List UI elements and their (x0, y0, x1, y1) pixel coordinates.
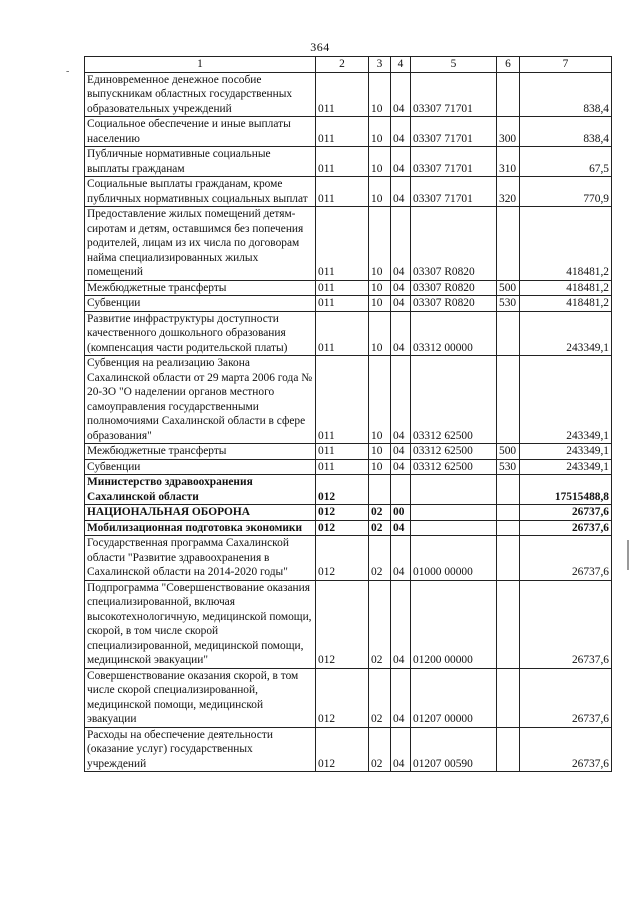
code-cell (369, 475, 391, 505)
column-header: 1 (85, 57, 316, 73)
code-cell: 00 (391, 505, 411, 521)
row-name-cell: Межбюджетные трансферты (85, 280, 316, 296)
row-name-cell: Субвенции (85, 459, 316, 475)
row-name-cell: Социальное обеспечение и иные выплаты населению (85, 117, 316, 147)
code-cell: 03312 00000 (411, 311, 497, 356)
table-row (85, 459, 612, 475)
margin-mark: - (66, 66, 70, 77)
row-name-cell: Мобилизационная подготовка экономики (85, 520, 316, 536)
code-cell: 012 (316, 505, 369, 521)
code-cell: 03312 62500 (411, 459, 497, 475)
code-cell: 03307 R0820 (411, 296, 497, 312)
amount-cell: 418481,2 (520, 296, 612, 312)
code-cell: 011 (316, 147, 369, 177)
code-cell: 04 (391, 459, 411, 475)
code-cell: 012 (316, 520, 369, 536)
amount-cell: 418481,2 (520, 280, 612, 296)
code-cell: 011 (316, 117, 369, 147)
amount-cell: 243349,1 (520, 311, 612, 356)
code-cell: 03307 71701 (411, 72, 497, 117)
code-cell: 012 (316, 580, 369, 668)
code-cell: 02 (369, 536, 391, 581)
code-cell (497, 311, 520, 356)
code-cell: 10 (369, 311, 391, 356)
code-cell: 02 (369, 505, 391, 521)
table-row (85, 580, 612, 668)
code-cell: 04 (391, 311, 411, 356)
budget-table (84, 56, 612, 772)
row-name-cell: Межбюджетные трансферты (85, 444, 316, 460)
code-cell: 011 (316, 207, 369, 281)
code-cell: 011 (316, 444, 369, 460)
code-cell: 310 (497, 147, 520, 177)
column-header: 6 (497, 57, 520, 73)
code-cell: 04 (391, 72, 411, 117)
code-cell: 04 (391, 177, 411, 207)
amount-cell: 838,4 (520, 117, 612, 147)
table-row (85, 311, 612, 356)
code-cell: 10 (369, 147, 391, 177)
code-cell: 02 (369, 727, 391, 772)
code-cell (497, 580, 520, 668)
code-cell (391, 475, 411, 505)
column-header: 5 (411, 57, 497, 73)
code-cell (411, 505, 497, 521)
amount-cell: 26737,6 (520, 580, 612, 668)
table-row (85, 117, 612, 147)
code-cell: 10 (369, 356, 391, 444)
code-cell: 10 (369, 117, 391, 147)
table-row (85, 207, 612, 281)
table-row (85, 296, 612, 312)
table-row (85, 177, 612, 207)
code-cell: 011 (316, 356, 369, 444)
code-cell (497, 207, 520, 281)
code-cell: 10 (369, 444, 391, 460)
code-cell (411, 520, 497, 536)
table-row (85, 72, 612, 117)
code-cell (497, 475, 520, 505)
code-cell: 04 (391, 280, 411, 296)
code-cell: 320 (497, 177, 520, 207)
amount-cell: 243349,1 (520, 356, 612, 444)
row-name-cell: Единовременное денежное пособие выпускникам областных государственных образовательных учреждений (85, 72, 316, 117)
code-cell: 530 (497, 296, 520, 312)
code-cell: 011 (316, 311, 369, 356)
code-cell: 03307 R0820 (411, 280, 497, 296)
page-number: 364 (310, 40, 330, 54)
amount-cell: 838,4 (520, 72, 612, 117)
code-cell: 04 (391, 147, 411, 177)
amount-cell: 26737,6 (520, 536, 612, 581)
code-cell: 10 (369, 459, 391, 475)
code-cell: 011 (316, 177, 369, 207)
row-name-cell: Субвенции (85, 296, 316, 312)
table-row (85, 280, 612, 296)
amount-cell: 26737,6 (520, 668, 612, 727)
row-name-cell: Социальные выплаты гражданам, кроме публичных нормативных социальных выплат (85, 177, 316, 207)
code-cell: 530 (497, 459, 520, 475)
code-cell: 04 (391, 668, 411, 727)
table-row (85, 668, 612, 727)
scan-edge-mark (627, 540, 629, 570)
table-row (85, 147, 612, 177)
code-cell: 10 (369, 207, 391, 281)
row-name-cell: Публичные нормативные социальные выплаты гражданам (85, 147, 316, 177)
code-cell: 500 (497, 280, 520, 296)
table-row (85, 505, 612, 521)
code-cell: 10 (369, 280, 391, 296)
amount-cell: 770,9 (520, 177, 612, 207)
code-cell: 10 (369, 72, 391, 117)
row-name-cell: Субвенция на реализацию Закона Сахалинской области от 29 марта 2006 года № 20-ЗО "О наделении органов местного самоуправления государственными полномочиями Сахалинской области в сфере образования" (85, 356, 316, 444)
code-cell: 04 (391, 356, 411, 444)
row-name-cell: НАЦИОНАЛЬНАЯ ОБОРОНА (85, 505, 316, 521)
code-cell: 04 (391, 117, 411, 147)
code-cell: 011 (316, 280, 369, 296)
code-cell: 300 (497, 117, 520, 147)
amount-cell: 26737,6 (520, 520, 612, 536)
code-cell: 012 (316, 475, 369, 505)
code-cell: 01200 00000 (411, 580, 497, 668)
row-name-cell: Подпрограмма "Совершенствование оказания специализированной, включая высокотехнологичную, медицинской помощи, скорой, в том числе скорой специализированной, медицинской помощи, медицинской эвакуации" (85, 580, 316, 668)
code-cell: 012 (316, 536, 369, 581)
code-cell: 03307 71701 (411, 177, 497, 207)
column-header: 4 (391, 57, 411, 73)
code-cell: 012 (316, 668, 369, 727)
amount-cell: 243349,1 (520, 459, 612, 475)
column-header: 7 (520, 57, 612, 73)
code-cell: 03307 71701 (411, 117, 497, 147)
code-cell: 02 (369, 668, 391, 727)
code-cell: 01000 00000 (411, 536, 497, 581)
code-cell (497, 520, 520, 536)
code-cell (497, 668, 520, 727)
amount-cell: 418481,2 (520, 207, 612, 281)
code-cell: 04 (391, 580, 411, 668)
code-cell: 02 (369, 580, 391, 668)
code-cell: 01207 00000 (411, 668, 497, 727)
code-cell: 03312 62500 (411, 356, 497, 444)
table-row (85, 356, 612, 444)
code-cell: 10 (369, 177, 391, 207)
code-cell: 04 (391, 296, 411, 312)
code-cell (497, 536, 520, 581)
amount-cell: 67,5 (520, 147, 612, 177)
code-cell: 03312 62500 (411, 444, 497, 460)
code-cell: 04 (391, 207, 411, 281)
code-cell: 011 (316, 459, 369, 475)
code-cell (497, 72, 520, 117)
amount-cell: 17515488,8 (520, 475, 612, 505)
header-row (85, 57, 612, 73)
code-cell: 500 (497, 444, 520, 460)
code-cell: 011 (316, 72, 369, 117)
code-cell: 04 (391, 727, 411, 772)
row-name-cell: Расходы на обеспечение деятельности (оказание услуг) государственных учреждений (85, 727, 316, 772)
code-cell: 012 (316, 727, 369, 772)
code-cell: 03307 R0820 (411, 207, 497, 281)
row-name-cell: Предоставление жилых помещений детям-сиротам и детям, оставшимся без попечения родителей, лицам из их числа по договорам найма специализированных жилых помещений (85, 207, 316, 281)
code-cell: 01207 00590 (411, 727, 497, 772)
row-name-cell: Совершенствование оказания скорой, в том числе скорой специализированной, медицинской помощи, медицинской эвакуации (85, 668, 316, 727)
row-name-cell: Развитие инфраструктуры доступности качественного дошкольного образования (компенсация части родительской платы) (85, 311, 316, 356)
table-row (85, 536, 612, 581)
amount-cell: 26737,6 (520, 727, 612, 772)
code-cell: 10 (369, 296, 391, 312)
column-header: 2 (316, 57, 369, 73)
code-cell: 03307 71701 (411, 147, 497, 177)
table-row (85, 444, 612, 460)
column-header: 3 (369, 57, 391, 73)
amount-cell: 243349,1 (520, 444, 612, 460)
code-cell: 02 (369, 520, 391, 536)
amount-cell: 26737,6 (520, 505, 612, 521)
code-cell: 011 (316, 296, 369, 312)
table-row (85, 520, 612, 536)
table-row (85, 475, 612, 505)
code-cell (497, 505, 520, 521)
code-cell (411, 475, 497, 505)
code-cell (497, 727, 520, 772)
row-name-cell: Министерство здравоохранения Сахалинской области (85, 475, 316, 505)
code-cell: 04 (391, 444, 411, 460)
code-cell (497, 356, 520, 444)
code-cell: 04 (391, 536, 411, 581)
row-name-cell: Государственная программа Сахалинской области "Развитие здравоохранения в Сахалинской области на 2014-2020 годы" (85, 536, 316, 581)
code-cell: 04 (391, 520, 411, 536)
table-row (85, 727, 612, 772)
